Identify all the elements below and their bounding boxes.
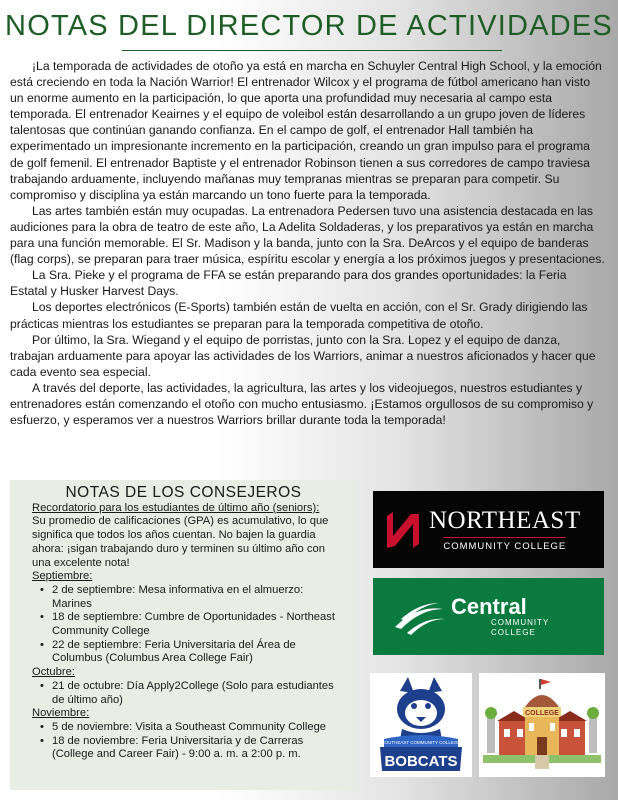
- october-event-list: [32, 680, 335, 707]
- event-item: • 18 de septiembre: Cumbre de Oportunidades - Northeast Community College: [40, 611, 335, 638]
- article-paragraph: Las artes también están muy ocupadas. La entrenadora Pedersen tuvo una asistencia destacada en las audiciones para la obra de teatro de este año, La Adelita Soldaderas, y los preparativos ya están en marcha para una función memorable. El Sr. Madison y la banda, junto con la Sra. DeArcos y el equipo de banderas (flag corps), se preparan para traer música, espíritu escolar y energía a los próximos juegos y presentaciones.: [10, 203, 605, 267]
- central-swoosh-icon: [391, 597, 447, 637]
- month-heading-september: Septiembre:: [32, 570, 93, 583]
- scc-bobcats-logo: [370, 673, 472, 777]
- senior-reminder-body: Su promedio de calificaciones (GPA) es acumulativo, lo que significa que todos los años cuentan. No bajen la guardia ahora: ¡sigan trabajando duro y terminen su último año con una excelente nota!: [32, 515, 329, 569]
- article-paragraph: Por último, la Sra. Wiegand y el equipo de porristas, junto con la Sra. Lopez y el equipo de danza, trabajan arduamente para apoyar las actividades de los Warriors, animar a nuestros aficionados y hacer que cada evento sea especial.: [10, 332, 596, 379]
- event-item: • 22 de septiembre: Feria Universitaria del Área de Columbus (Columbus Area College Fair): [40, 639, 335, 666]
- bobcats-logo-name: BOBCATS: [384, 753, 458, 770]
- central-logo-subtitle-1: COMMUNITY: [491, 618, 550, 627]
- central-community-college-logo: [373, 578, 604, 655]
- article-paragraph: A través del deporte, las actividades, la agricultura, las artes y los videojuegos, nuestros estudiantes y entrenadores están comenzando el otoño con mucho entusiasmo. ¡Estamos orgullosos de su compromiso y esfuerzo, y esperamos ver a nuestros Warriors brillar durante toda la temporada!: [10, 380, 594, 428]
- event-item: • 21 de octubre: Día Apply2College (Solo para estudiantes de último año): [40, 680, 335, 707]
- month-heading-october: Octubre:: [32, 666, 75, 679]
- northeast-logo-name: NORTHEAST: [429, 506, 581, 534]
- event-item: • 5 de noviembre: Visita a Southeast Community College: [40, 721, 335, 735]
- page-title: NOTAS DEL DIRECTOR DE ACTIVIDADES: [5, 10, 613, 42]
- college-building-icon: [479, 673, 605, 777]
- college-sign-text: COLLEGE: [525, 710, 559, 717]
- article-paragraph: Los deportes electrónicos (E-Sports) también están de vuelta en acción, con el Sr. Grady dirigiendo las prácticas mientras los estudiantes se preparan para la temporada competitiva de otoño.: [10, 300, 588, 331]
- counselor-notes-title: NOTAS DE LOS CONSEJEROS: [65, 484, 302, 501]
- senior-reminder-heading: Recordatorio para los estudiantes de último año (seniors):: [32, 501, 320, 514]
- northeast-n-mark-icon: [385, 510, 421, 550]
- northeast-logo-subtitle: COMMUNITY COLLEGE: [443, 537, 566, 552]
- central-logo-name: Central: [451, 594, 527, 619]
- bobcat-mascot-icon: [370, 673, 472, 777]
- event-item: • 18 de noviembre: Feria Universitaria y de Carreras (College and Career Fair) - 9:00 a. m. a 2:00 p. m.: [40, 735, 335, 762]
- title-divider: [122, 50, 502, 51]
- counselor-notes-box: [10, 480, 355, 790]
- bobcats-logo-ring-text: SOUTHEAST COMMUNITY COLLEGE: [381, 740, 461, 745]
- senior-reminder: [32, 502, 335, 571]
- article-paragraph: La Sra. Pieke y el programa de FFA se están preparando para dos grandes oportunidades: la Feria Estatal y Husker Harvest Days.: [10, 268, 567, 299]
- article-paragraph: ¡La temporada de actividades de otoño ya está en marcha en Schuyler Central High School, y la emoción está creciendo en toda la Nación Warrior! El entrenador Wilcox y el programa de fútbol americano han visto un enorme aumento en la participación, lo que aporta una profundidad muy necesaria al campo esta temporada. El entrenador Keairnes y el equipo de voleibol están desarrollando a un grupo joven de líderes talentosas que continúan ganando confianza. En el campo de golf, el entrenador Hall también ha experimentado un impresionante incremento en la participación, creando un gran impulso para el programa de golf femenil. El entrenador Baptiste y el entrenador Robinson tienen a sus corredores de campo traviesa trabajando arduamente, incluyendo mañanas muy tempranas mientras se preparan para competir. Su compromiso y disciplina ya están marcando un tono fuerte para la temporada.: [10, 59, 602, 202]
- september-event-list: [32, 584, 335, 666]
- event-item: • 2 de septiembre: Mesa informativa en el almuerzo: Marines: [40, 584, 335, 611]
- college-building-clipart: [479, 673, 605, 777]
- november-event-list: [32, 721, 335, 762]
- northeast-community-college-logo: [373, 491, 604, 568]
- director-article: [10, 58, 606, 428]
- central-logo-subtitle-2: COLLEGE: [491, 628, 536, 637]
- month-heading-november: Noviembre:: [32, 707, 90, 720]
